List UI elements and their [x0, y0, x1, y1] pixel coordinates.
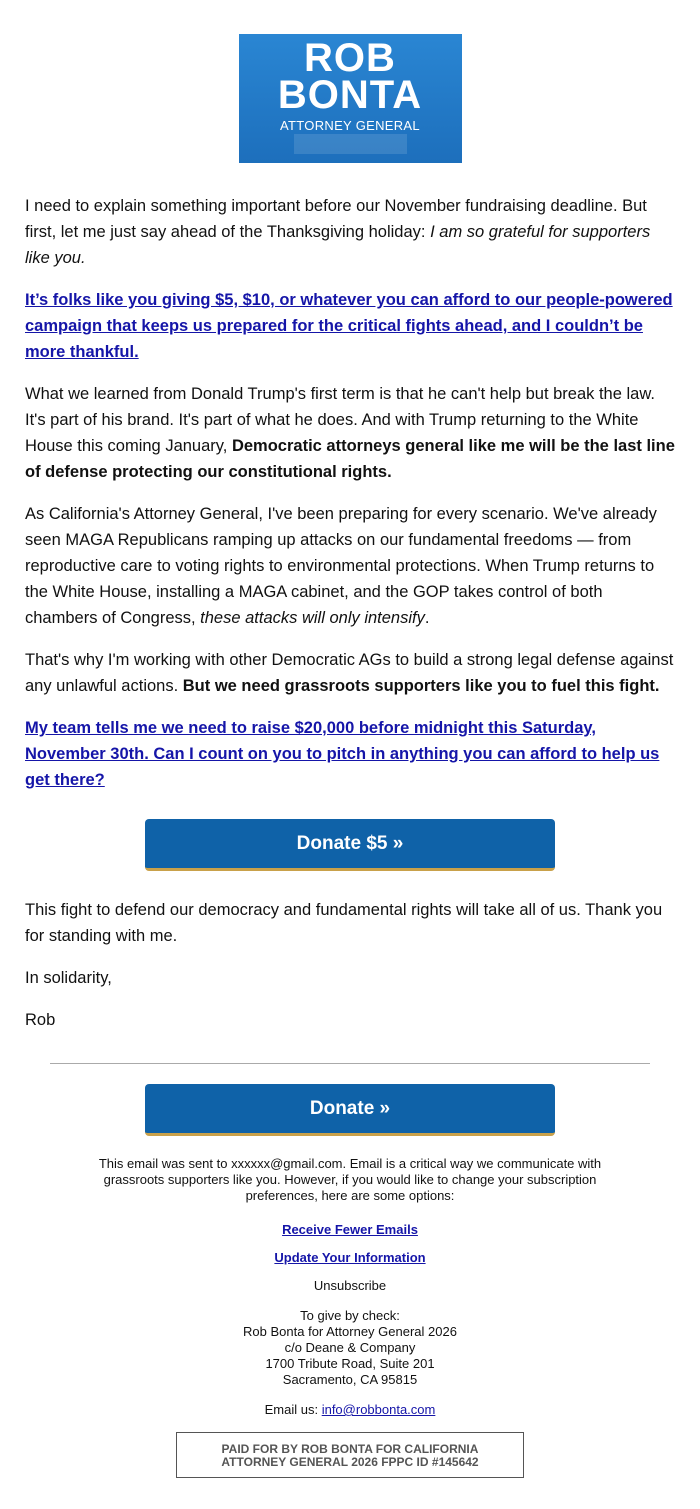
closing-salutation: In solidarity, — [25, 969, 112, 987]
thanks-donate-link[interactable]: It’s folks like you giving $5, $10, or whatever you can afford to our people-powered campaign that keeps us prepared for the critical fights ahead, and I couldn’t be more thankful. — [25, 291, 673, 361]
intro-italic: I am so grateful for supporters like you. — [25, 223, 651, 267]
paragraph-grassroots: That's why I'm working with other Democratic AGs to build a strong legal defense against any unlawful actions. But we need grassroots supporters like you to fuel this fight. — [25, 651, 674, 695]
paragraph-intro: I need to explain something important before our November fundraising deadline. But first, let me just say ahead of the Thanksgiving holiday: I am so grateful for supporters like you. — [25, 197, 651, 267]
check-line: c/o Deane & Company — [284, 1340, 416, 1355]
paid-for-by-box — [176, 1432, 524, 1478]
donate-5-button[interactable]: Donate $5 » — [145, 819, 555, 871]
logo-highlight — [294, 134, 407, 154]
logo-line-1: ROB — [304, 36, 396, 80]
check-address — [25, 1308, 675, 1388]
donate-button[interactable]: Donate » — [145, 1084, 555, 1136]
grassroots-bold: But we need grassroots supporters like you to fuel this fight. — [182, 677, 660, 695]
update-information-link[interactable]: Update Your Information — [274, 1250, 426, 1265]
campaign-logo — [239, 34, 462, 163]
email-container — [25, 0, 675, 1478]
paragraph-preparing: As California's Attorney General, I've been preparing for every scenario. We've already seen MAGA Republicans ramping up attacks on our fundamental freedoms — from reproductive care to voting rights to environmental protections. When Trump returns to the White House, installing a MAGA cabinet, and the GOP takes control of both chambers of Congress, these attacks will only intensify. — [25, 505, 657, 627]
check-line: 1700 Tribute Road, Suite 201 — [265, 1356, 435, 1371]
unsubscribe-link[interactable]: Unsubscribe — [313, 1278, 387, 1293]
receive-fewer-emails-link[interactable]: Receive Fewer Emails — [282, 1222, 418, 1237]
paragraph-thanks-link — [25, 287, 675, 365]
check-line: Sacramento, CA 95815 — [282, 1372, 418, 1387]
email-us-line: Email us: info@robbonta.com — [264, 1402, 436, 1417]
paid-line-2: ATTORNEY GENERAL 2026 FPPC ID #145642 — [221, 1455, 479, 1469]
logo-line-3: ATTORNEY GENERAL — [280, 118, 420, 133]
preparing-italic: these attacks will only intensify — [200, 609, 425, 627]
signature: Rob — [25, 1011, 56, 1029]
paragraph-trump: What we learned from Donald Trump's first term is that he can't help but break the law. It's part of his brand. It's part of what he does. And with Trump returning to the White House this coming January, Democratic attorneys general like me will be the last line of defense protecting our constitutional rights. — [25, 385, 675, 481]
paragraph-closing: This fight to defend our democracy and fundamental rights will take all of us. Thank you for standing with me. — [25, 901, 663, 945]
footer-intro: This email was sent to xxxxxx@gmail.com. Email is a critical way we communicate with grassroots supporters like you. However, if you would like to change your subscription preferences, here are some options: — [98, 1156, 602, 1203]
divider — [50, 1063, 650, 1064]
logo-row — [25, 34, 675, 163]
email-link[interactable]: info@robbonta.com — [321, 1402, 436, 1417]
footer — [25, 1156, 675, 1478]
goal-donate-link[interactable]: My team tells me we need to raise $20,000 before midnight this Saturday, November 30th. Can I count on you to pitch in anything you can afford to help us get there? — [25, 719, 660, 789]
trump-bold: Democratic attorneys general like me will be the last line of defense protecting our constitutional rights. — [25, 437, 675, 481]
logo-line-2: BONTA — [277, 73, 423, 117]
check-line: To give by check: — [300, 1308, 400, 1323]
check-line: Rob Bonta for Attorney General 2026 — [243, 1324, 457, 1339]
paragraph-goal-link — [25, 715, 675, 793]
paid-line-1: PAID FOR BY ROB BONTA FOR CALIFORNIA — [221, 1442, 479, 1456]
